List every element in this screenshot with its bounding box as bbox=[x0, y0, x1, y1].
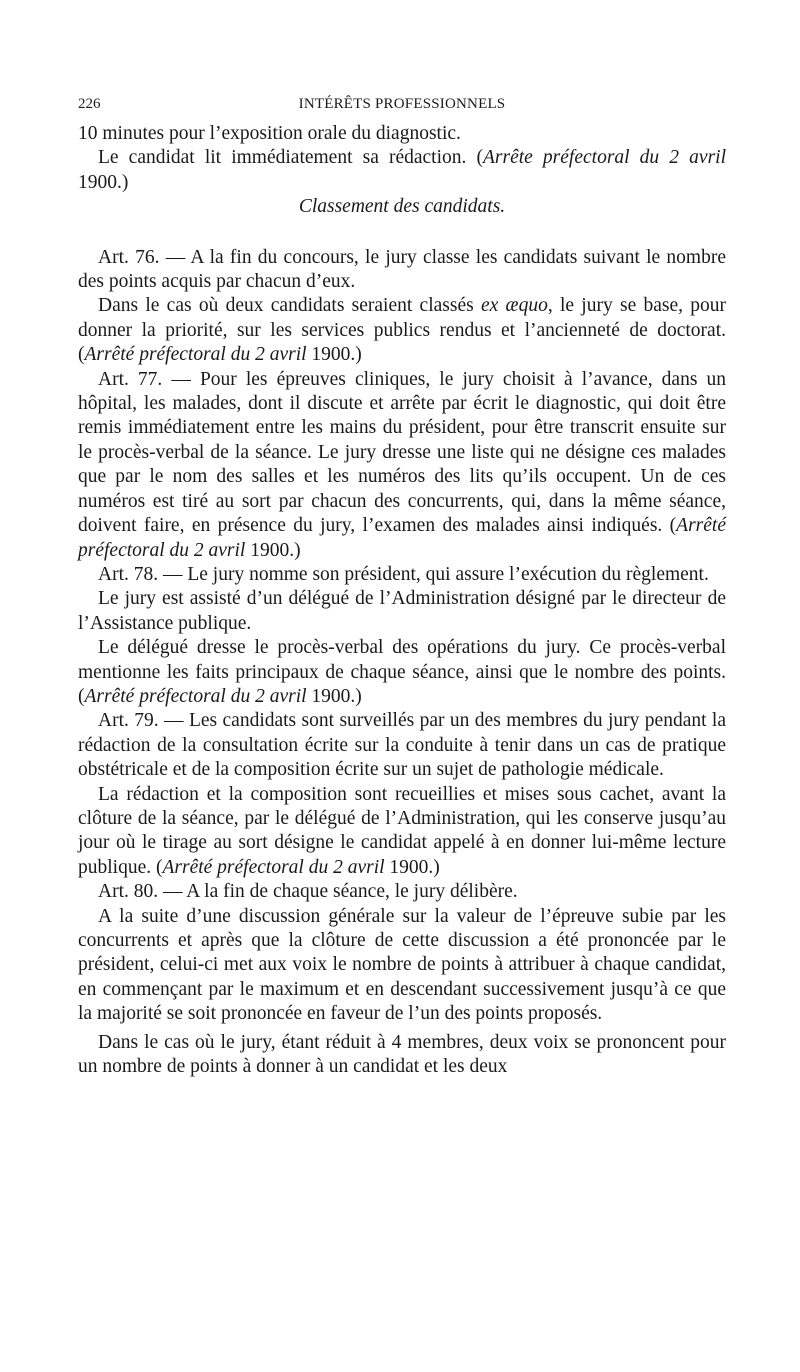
paragraph: Art. 80. — A la fin de chaque séance, le jury délibère. bbox=[98, 881, 518, 903]
section-heading: Classement des candidats. bbox=[298, 196, 506, 218]
paragraph: La rédaction et la composition sont recueillies et mises sous cachet, avant la clôture de la séance, par le délégué de l’Administration, qui les conserve jusqu’au jour où le tirage au sort désigne le candidat appelé à en donner lui-même lecture publique. (Arrêté préfectoral du 2 avril 1900.) bbox=[78, 783, 726, 878]
paragraph: Dans le cas où le jury, étant réduit à 4 membres, deux voix se prononcent pour un nombre de points à donner à un candidat et les deux bbox=[78, 1031, 726, 1078]
paragraph: 10 minutes pour l’exposition orale du diagnostic. bbox=[78, 123, 461, 144]
book-page bbox=[78, 92, 726, 1079]
page-number: 226 bbox=[78, 96, 101, 112]
page-header bbox=[78, 92, 726, 122]
paragraph: Le candidat lit immédiatement sa rédaction. (Arrête préfectoral du 2 avril 1900.) bbox=[78, 147, 726, 193]
paragraph: Art. 77. — Pour les épreuves cliniques, le jury choisit à l’avance, dans un hôpital, les malades, dont il discute et arrête par écrit le diagnostic, qui doit être remis immédiatement entre les mains du président, pour être transcrit ensuite sur le procès-verbal de la séance. Le jury dresse une liste qui ne désigne ces malades que par le nom des salles et les numéros des lits qu’ils occupent. Un de ces numéros est tiré au sort par chacun des concurrents, qui, dans la même séance, doivent faire, en présence du jury, l’examen des malades ainsi indiqués. (Arrêté préfectoral du 2 avril 1900.) bbox=[78, 368, 726, 561]
running-head: INTÉRÊTS PROFESSIONNELS bbox=[298, 96, 506, 112]
paragraph: Art. 76. — A la fin du concours, le jury classe les candidats suivant le nombre des points acquis par chacun d’eux. bbox=[78, 246, 726, 293]
paragraph: Dans le cas où deux candidats seraient classés ex æquo, le jury se base, pour donner la priorité, sur les services publics rendus et l’ancienneté de doctorat. (Arrêté préfectoral du 2 avril 1900.) bbox=[78, 295, 727, 366]
paragraph: Le délégué dresse le procès-verbal des opérations du jury. Ce procès-verbal mentionne les faits principaux de chaque séance, ainsi que le nombre des points. (Arrêté préfectoral du 2 avril 1900.) bbox=[78, 637, 726, 707]
paragraph: Le jury est assisté d’un délégué de l’Administration désigné par le directeur de l’Assistance publique. bbox=[78, 588, 726, 634]
paragraph: Art. 78. — Le jury nomme son président, qui assure l’exécution du règlement. bbox=[98, 563, 709, 585]
paragraph: A la suite d’une discussion générale sur la valeur de l’épreuve subie par les concurrents et après que la clôture de cette discussion a été prononcée par le président, celui-ci met aux voix le nombre de points à attribuer à chaque candidat, en commençant par le maximum et en descendant successivement jusqu’à ce que la majorité se soit prononcée en faveur de l’un des points proposés. bbox=[78, 905, 726, 1025]
paragraph: Art. 79. — Les candidats sont surveillés par un des membres du jury pendant la rédaction de la consultation écrite sur la conduite à tenir dans un cas de pratique obstétricale et de la composition écrite sur un sujet de pathologie médicale. bbox=[78, 710, 726, 781]
